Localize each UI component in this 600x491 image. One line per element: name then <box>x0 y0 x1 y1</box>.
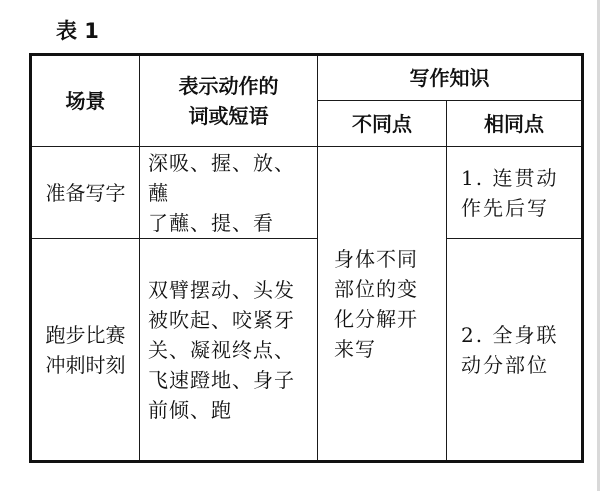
row-2-words-line-3: 关、凝视终点、 <box>148 337 295 362</box>
header-scene: 场景 <box>31 55 140 147</box>
diff-line-1: 身体不同 <box>334 246 418 271</box>
row-1-same-line-2: 作先后写 <box>461 195 549 220</box>
row-1-same <box>447 147 583 239</box>
row-2-words-line-2: 被吹起、咬紧牙 <box>148 307 295 332</box>
row-2-same-line-1: 2. 全身联 <box>461 322 559 347</box>
row-2-scene-line-2: 冲刺时刻 <box>45 352 126 377</box>
header-knowledge: 写作知识 <box>318 55 583 101</box>
header-diff: 不同点 <box>318 101 447 147</box>
header-words-line-2: 词或短语 <box>188 104 269 128</box>
header-same: 相同点 <box>447 101 583 147</box>
header-words <box>140 55 318 147</box>
diff-line-2: 部位的变 <box>334 276 418 301</box>
row-1-words-line-1: 深吸、握、放、蘸 <box>148 150 295 205</box>
row-2-same <box>447 239 583 462</box>
table-caption: 表 1 <box>56 19 99 43</box>
row-2-same-line-2: 动分部位 <box>461 352 549 377</box>
row-2-words-line-1: 双臂摆动、头发 <box>148 277 295 302</box>
row-2-words <box>140 239 318 462</box>
diff-line-4: 来写 <box>334 336 376 361</box>
row-1-same-line-1: 1. 连贯动 <box>461 165 559 190</box>
row-2-scene <box>31 239 140 462</box>
row-1-words <box>140 147 318 239</box>
row-2-scene-line-1: 跑步比赛 <box>45 322 126 347</box>
comparison-table <box>29 53 584 463</box>
row-1-scene: 准备写字 <box>31 147 140 239</box>
row-1-words-line-2: 了蘸、提、看 <box>148 210 274 235</box>
header-words-line-1: 表示动作的 <box>178 74 279 98</box>
diff-line-3: 化分解开 <box>334 306 418 331</box>
row-2-words-line-4: 飞速蹬地、身子 <box>148 367 295 392</box>
diff-merged-cell <box>318 147 447 462</box>
row-2-words-line-5: 前倾、跑 <box>148 397 232 422</box>
